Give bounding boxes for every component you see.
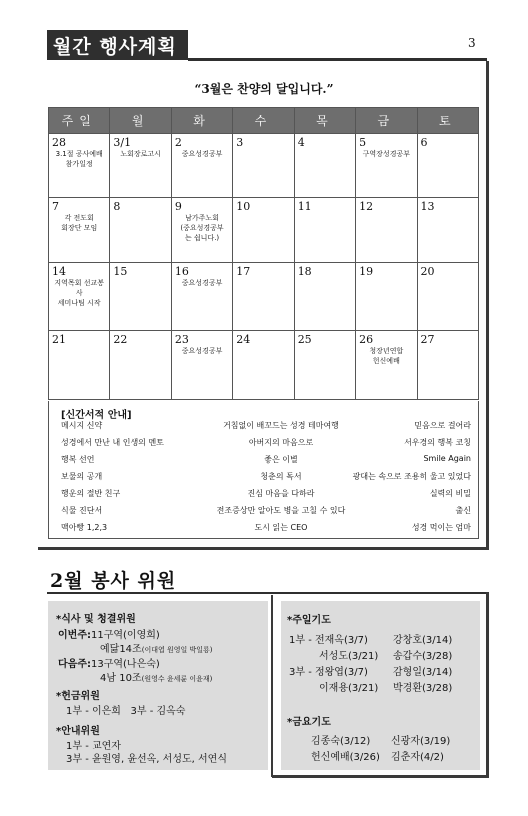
- prayer-entry: 이재용(3/21): [319, 683, 379, 694]
- calendar-day: [171, 263, 232, 331]
- this-week-sub-note: (이대엽 원영일 박일룡): [141, 646, 213, 654]
- calendar-day: [171, 198, 232, 263]
- next-week-sub-line: [100, 669, 212, 684]
- offering-heading: *헌금위원: [56, 691, 100, 702]
- day-event: 각 전도회 회장단 모임: [61, 214, 98, 232]
- guide-heading: *안내위원: [56, 726, 100, 737]
- month-theme: “3월은 찬양의 달입니다.”: [194, 82, 334, 96]
- day-event: 중요성경공부: [181, 347, 223, 355]
- book-row: [61, 454, 471, 471]
- day-number: 9: [174, 200, 182, 213]
- day-number: 14: [52, 265, 66, 278]
- day-number: 22: [113, 333, 128, 346]
- this-week-sub-line: [100, 640, 213, 655]
- day-number: 25: [297, 333, 312, 346]
- prayer-entry: 강창호(3/14): [393, 635, 453, 646]
- book-row: [61, 488, 471, 505]
- volunteers-frame-right: [486, 592, 489, 778]
- day-number: 11: [297, 200, 312, 213]
- book-title: 메시지 신약: [61, 421, 103, 430]
- calendar-week: [49, 134, 479, 198]
- calendar-day: [171, 134, 232, 198]
- book-title: 믿음으로 걸어라: [414, 421, 471, 430]
- calendar-day: [294, 263, 355, 331]
- volunteers-right-panel: [281, 601, 480, 770]
- weekday-sun: 주일: [49, 108, 110, 134]
- day-number: 2: [174, 136, 182, 149]
- day-number: 17: [236, 265, 251, 278]
- prayer-entry: 1부 - 전재옥(3/7): [289, 635, 368, 646]
- book-title: 식물 진단서: [61, 506, 103, 515]
- next-week-sub-note: (원영수 윤세륜 이윤재): [141, 675, 213, 683]
- calendar-day: [356, 198, 417, 263]
- calendar-day: [110, 263, 171, 331]
- guide-line: 1부 - 교연자: [66, 741, 121, 752]
- weekday-wed: 수: [233, 108, 294, 134]
- food-committee-heading: *식사 및 청결위원: [56, 614, 136, 625]
- day-number: 3: [236, 136, 244, 149]
- book-title: 서우경의 행복 코칭: [404, 438, 471, 447]
- next-week-line: [58, 655, 160, 670]
- book-title: 성경에서 만난 내 인생의 멘토: [61, 438, 164, 447]
- book-title: 진심 마음을 다하라: [247, 489, 315, 498]
- day-event: 구역장성경공부: [362, 150, 410, 158]
- day-event: 청장년연합 헌신예배: [369, 347, 404, 365]
- calendar-day: [294, 331, 355, 400]
- calendar-day: [356, 134, 417, 198]
- friday-prayer-heading: *금요기도: [287, 717, 331, 728]
- weekday-sat: 토: [417, 108, 478, 134]
- calendar-day: [417, 263, 478, 331]
- book-title: 보물의 공개: [61, 472, 103, 481]
- book-title: 청춘의 독서: [260, 472, 302, 481]
- weekday-header-row: [49, 108, 479, 134]
- calendar-week: [49, 263, 479, 331]
- book-row: [61, 505, 471, 522]
- prayer-entry: 헌신예배(3/26): [311, 752, 380, 763]
- calendar-day: [49, 263, 110, 331]
- calendar-day: [356, 263, 417, 331]
- next-week-value: 13구역(나은숙): [90, 659, 160, 670]
- this-week-sub-label: 예닮14조: [100, 644, 142, 655]
- calendar-day: [233, 198, 294, 263]
- day-event: 중요성경공부: [181, 279, 223, 287]
- day-number: 5: [359, 136, 367, 149]
- book-row: [61, 471, 471, 488]
- calendar-day: [110, 331, 171, 400]
- book-title: 아버지의 마음으로: [248, 438, 314, 447]
- new-books-list: [61, 420, 471, 539]
- book-title: 광대는 속으로 조용히 울고 있었다: [352, 472, 471, 481]
- day-number: 10: [236, 200, 251, 213]
- day-number: 19: [359, 265, 374, 278]
- guide-line: 3부 - 윤원영, 윤선옥, 서성도, 서연식: [66, 754, 227, 765]
- prayer-entry: 3부 - 정왕엽(3/7): [289, 667, 368, 678]
- book-row: [61, 522, 471, 539]
- this-week-value: 11구역(이영희): [90, 630, 160, 641]
- page-title: 월간 행사계획: [53, 36, 177, 58]
- calendar-day: [417, 198, 478, 263]
- day-number: 15: [113, 265, 128, 278]
- day-number: 13: [420, 200, 435, 213]
- calendar-day: [356, 331, 417, 400]
- calendar-day: [49, 331, 110, 400]
- book-title: 전조증상만 알아도 병을 고칠 수 있다: [216, 506, 346, 515]
- this-week-label: 이번주:: [58, 630, 91, 641]
- day-number: 6: [420, 136, 428, 149]
- prayer-entry: 김춘자(4/2): [391, 752, 444, 763]
- book-title: 좋은 이별: [264, 455, 298, 464]
- calendar-day: [233, 331, 294, 400]
- calendar-day: [110, 134, 171, 198]
- book-title: 행운의 절반 친구: [61, 489, 121, 498]
- day-number: 12: [359, 200, 374, 213]
- day-event: 노회장로고시: [120, 150, 161, 158]
- day-event: 중요성경공부: [181, 150, 223, 158]
- day-number: 26: [359, 333, 374, 346]
- calendar-frame-bottom: [38, 547, 489, 550]
- header-divider: [188, 58, 487, 61]
- weekday-fri: 금: [356, 108, 417, 134]
- day-event: 3.1절 공사예배 참가일정: [55, 150, 103, 168]
- calendar-day: [417, 134, 478, 198]
- day-event: 남가주노회 (중요성경공부 는 쉽니다.): [180, 214, 224, 242]
- monthly-calendar: [48, 107, 479, 400]
- this-week-line: [58, 626, 160, 641]
- new-books-title: [신간서적 안내]: [61, 410, 132, 421]
- volunteers-frame-divider: [271, 595, 273, 777]
- calendar-day: [171, 331, 232, 400]
- day-number: 7: [52, 200, 59, 213]
- weekday-mon: 월: [110, 108, 171, 134]
- prayer-entry: 감형일(3/14): [393, 667, 453, 678]
- calendar-week: [49, 198, 479, 263]
- weekday-thu: 목: [294, 108, 355, 134]
- page-number: 3: [468, 36, 476, 50]
- day-number: 20: [420, 265, 435, 278]
- prayer-entry: 서성도(3/21): [319, 651, 379, 662]
- calendar-day: [417, 331, 478, 400]
- day-number: 16: [174, 265, 189, 278]
- book-title: 성경 먹이는 엄마: [411, 523, 471, 532]
- day-number: 8: [113, 200, 121, 213]
- day-number: 27: [420, 333, 435, 346]
- day-number: 3/1: [113, 136, 132, 149]
- book-title: 출신: [455, 506, 471, 515]
- day-number: 24: [236, 333, 251, 346]
- book-title: 도시 읽는 CEO: [254, 523, 308, 532]
- day-number: 4: [297, 136, 305, 149]
- calendar-day: [110, 198, 171, 263]
- calendar-week: [49, 331, 479, 400]
- weekday-tue: 화: [171, 108, 232, 134]
- calendar-day: [233, 263, 294, 331]
- book-title: 실력의 비밀: [429, 489, 471, 498]
- calendar-frame-right: [486, 61, 489, 550]
- prayer-entry: 송갑수(3/28): [393, 651, 453, 662]
- prayer-entry: 김종숙(3/12): [311, 736, 371, 747]
- book-row: [61, 437, 471, 454]
- next-week-sub-label: 4남 10조: [100, 673, 142, 684]
- volunteers-frame-bottom: [272, 775, 489, 778]
- book-title: 거침없이 배꼬드는 성경 테마여행: [223, 421, 339, 430]
- volunteers-divider: [47, 592, 488, 594]
- day-number: 21: [52, 333, 66, 346]
- book-title: Smile Again: [423, 454, 471, 463]
- next-week-label: 다음주:: [58, 659, 91, 670]
- book-row: [61, 420, 471, 437]
- calendar-day: [294, 198, 355, 263]
- prayer-entry: 박경환(3/28): [393, 683, 453, 694]
- calendar-day: [233, 134, 294, 198]
- book-title: 맥아빵 1,2,3: [61, 523, 108, 532]
- volunteers-left-panel: [48, 601, 268, 770]
- volunteers-title: 2월 봉사 위원: [50, 570, 177, 592]
- section-title-block: [47, 30, 188, 60]
- prayer-entry: 신광자(3/19): [391, 736, 451, 747]
- calendar-day: [49, 198, 110, 263]
- day-number: 28: [52, 136, 66, 149]
- day-event: 지역목회 선교봉사 세미나팀 시작: [54, 279, 104, 307]
- calendar-day: [49, 134, 110, 198]
- calendar-day: [294, 134, 355, 198]
- sunday-prayer-heading: *주일기도: [287, 615, 331, 626]
- new-books-box: [48, 401, 479, 539]
- day-number: 18: [297, 265, 312, 278]
- day-number: 23: [174, 333, 189, 346]
- book-title: 행복 선언: [61, 455, 95, 464]
- offering-line: 1부 - 이은희 3부 - 김옥숙: [66, 706, 186, 717]
